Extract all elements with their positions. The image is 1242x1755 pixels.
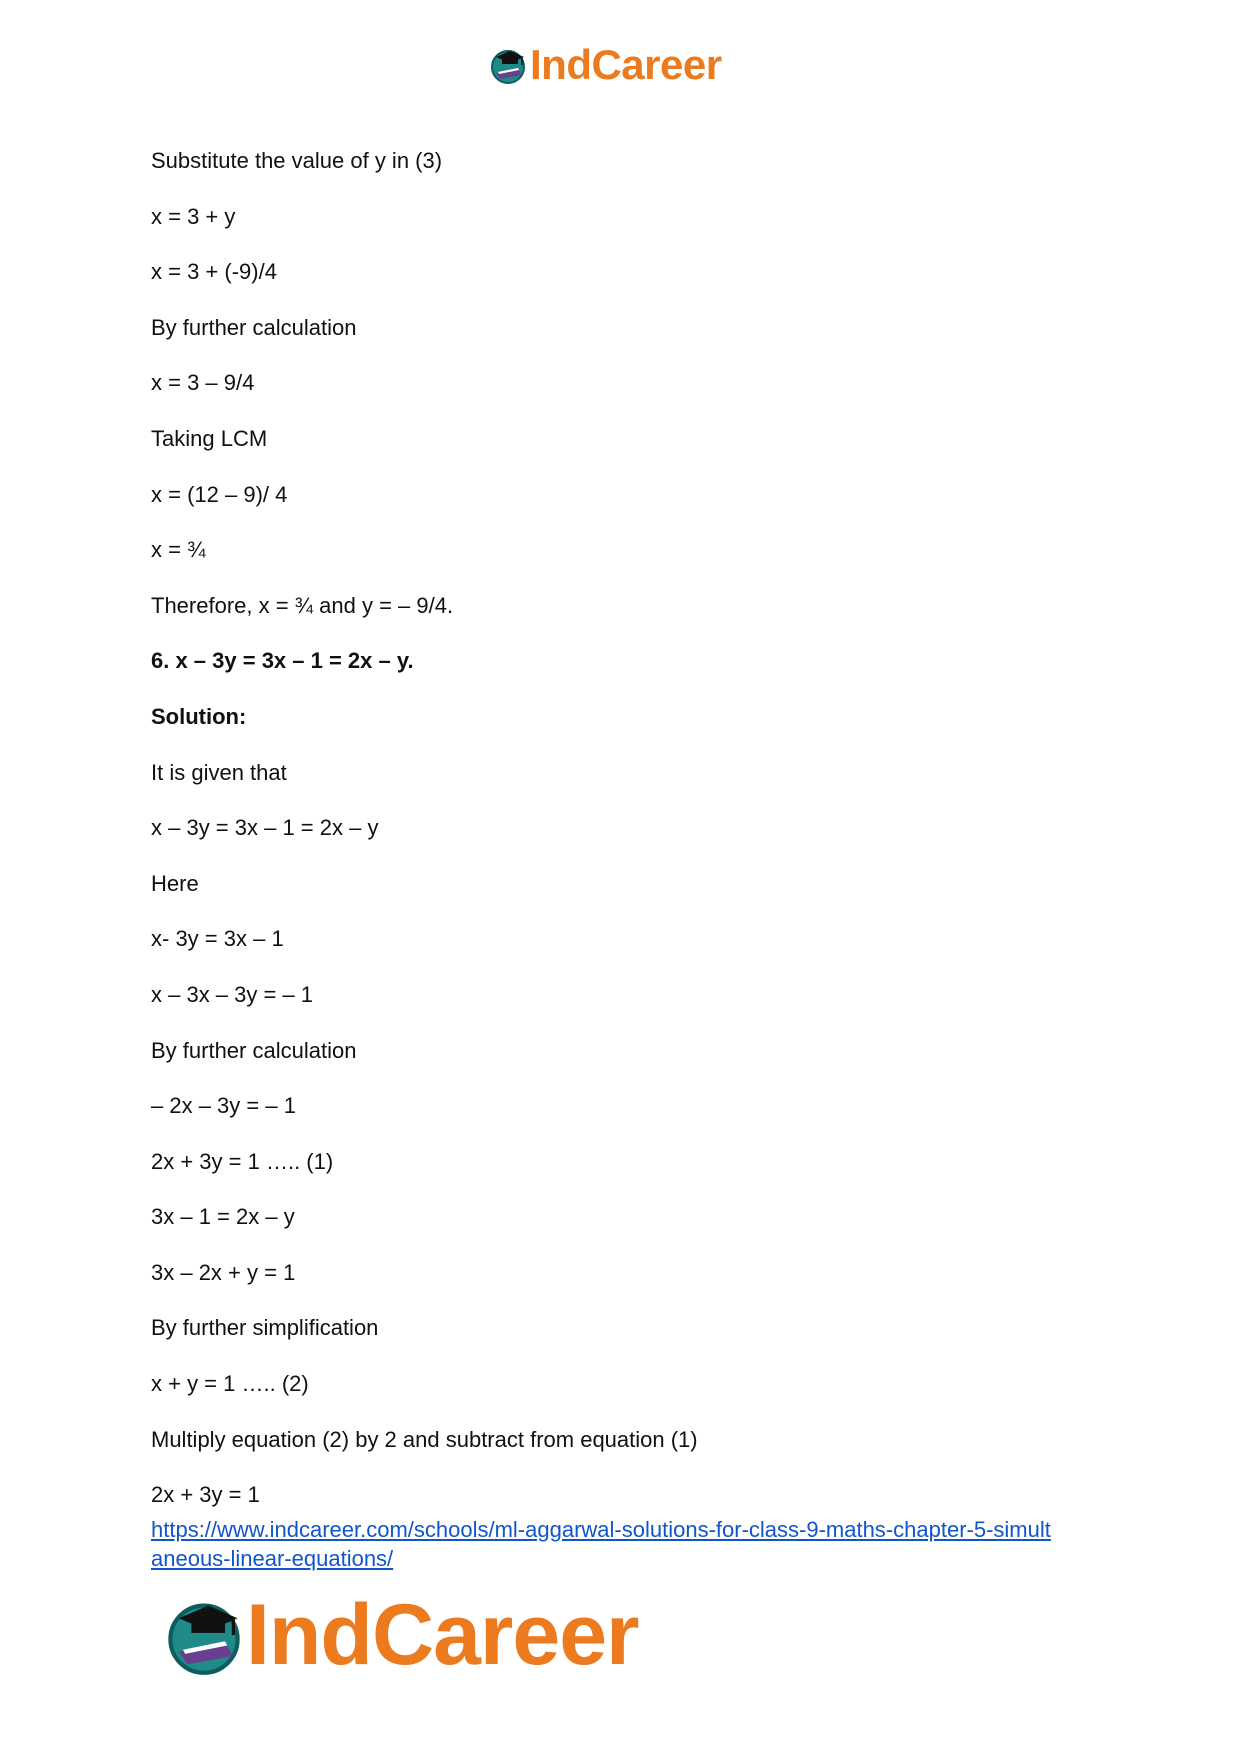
header-logo-text: IndCareer bbox=[530, 41, 722, 88]
source-link-line-1: https://www.indcareer.com/schools/ml-aggarwal-solutions-for-class-9-maths-chapter-5-simult bbox=[151, 1517, 1051, 1542]
bold-text-line: 6. x – 3y = 3x – 1 = 2x – y. bbox=[151, 648, 414, 674]
document-body bbox=[151, 148, 1111, 1538]
text-line: x- 3y = 3x – 1 bbox=[151, 926, 284, 952]
text-line: 2x + 3y = 1 ….. (1) bbox=[151, 1148, 334, 1174]
text-line: 3x – 1 = 2x – y bbox=[151, 1204, 295, 1230]
text-line: x = 3 – 9/4 bbox=[151, 370, 255, 396]
footer-logo bbox=[162, 1587, 639, 1683]
text-line: 3x – 2x + y = 1 bbox=[151, 1259, 296, 1285]
text-line: By further calculation bbox=[151, 314, 357, 340]
text-line: x = 3 + y bbox=[151, 203, 236, 229]
text-line: Taking LCM bbox=[151, 425, 268, 451]
text-line: – 2x – 3y = – 1 bbox=[151, 1093, 296, 1119]
graduation-cap-book-globe-icon bbox=[488, 45, 528, 85]
text-line: x + y = 1 ….. (2) bbox=[151, 1371, 309, 1397]
text-line: x – 3x – 3y = – 1 bbox=[151, 981, 314, 1007]
header-logo bbox=[488, 42, 722, 88]
text-line: Here bbox=[151, 870, 199, 896]
footer-logo-text: IndCareer bbox=[246, 1587, 639, 1683]
bold-text-line: Solution: bbox=[151, 703, 247, 729]
source-link-line-2: aneous-linear-equations/ bbox=[151, 1546, 394, 1571]
text-line: x = 3 + (-9)/4 bbox=[151, 259, 277, 285]
text-line: x = (12 – 9)/ 4 bbox=[151, 481, 288, 507]
text-line: x = ¾ bbox=[151, 537, 206, 563]
text-line: x – 3y = 3x – 1 = 2x – y bbox=[151, 815, 379, 841]
source-link[interactable] bbox=[151, 1515, 1111, 1573]
graduation-cap-book-globe-icon bbox=[162, 1593, 246, 1677]
text-line: Multiply equation (2) by 2 and subtract from equation (1) bbox=[151, 1426, 698, 1452]
text-line: 2x + 3y = 1 bbox=[151, 1482, 260, 1508]
text-line: By further simplification bbox=[151, 1315, 379, 1341]
text-line: Substitute the value of y in (3) bbox=[151, 148, 443, 173]
text-line: Therefore, x = ¾ and y = – 9/4. bbox=[151, 592, 454, 618]
text-line: By further calculation bbox=[151, 1037, 357, 1063]
text-line: It is given that bbox=[151, 759, 287, 785]
